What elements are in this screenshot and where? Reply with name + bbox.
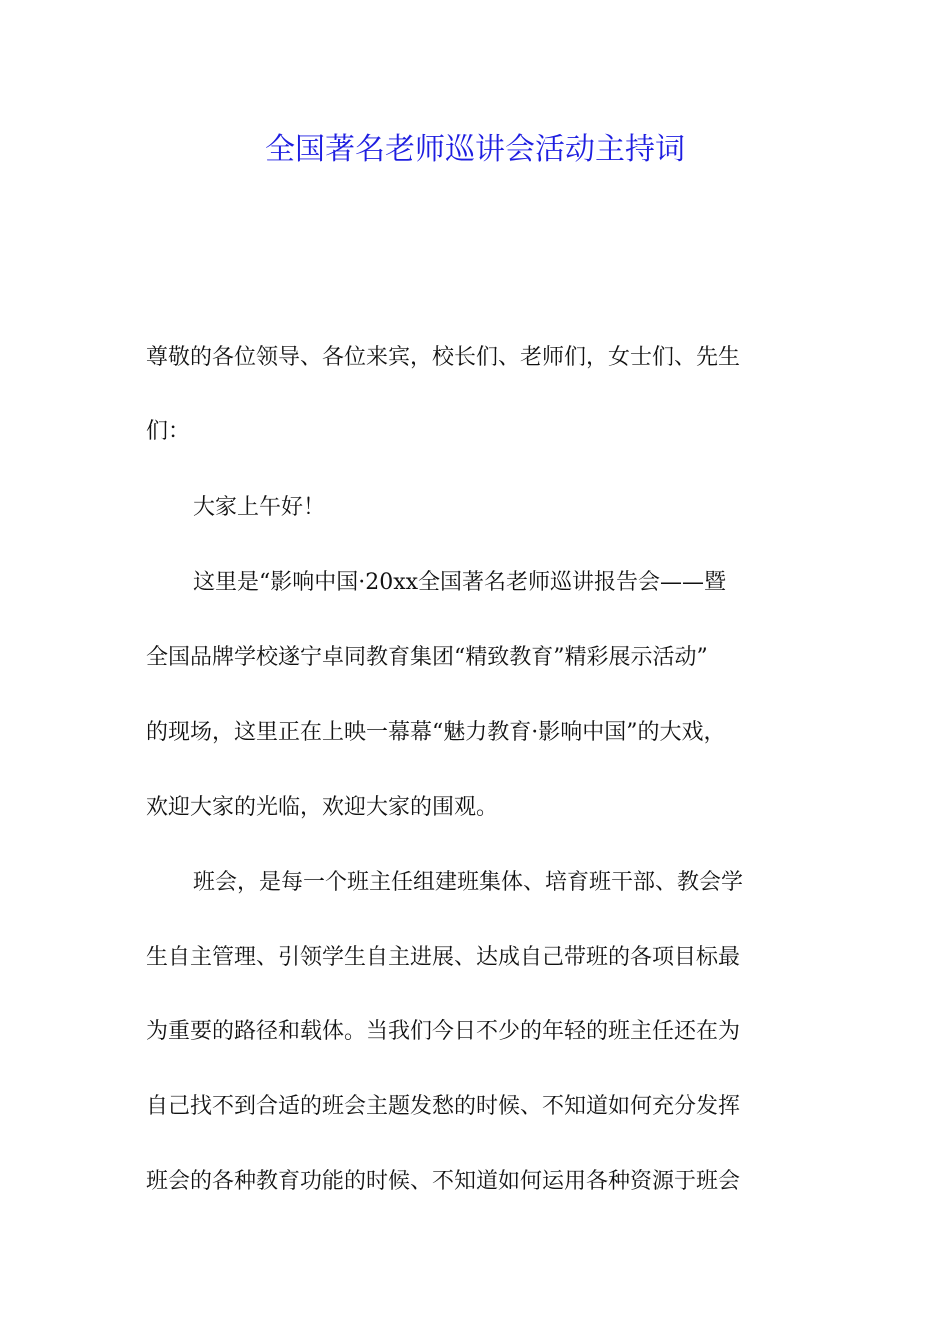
paragraph-line: 欢迎大家的光临，欢迎大家的围观。 xyxy=(146,795,499,820)
paragraph-line: 们： xyxy=(146,419,191,444)
paragraph-line: 尊敬的各位领导、各位来宾，校长们、老师们，女士们、先生 xyxy=(146,345,741,370)
paragraph-line: 这里是“影响中国·20xx全国著名老师巡讲报告会——暨 xyxy=(193,570,727,595)
paragraph-line: 的现场，这里正在上映一幕幕“魅力教育·影响中国”的大戏， xyxy=(146,720,726,745)
document-title: 全国著名老师巡讲会活动主持词 xyxy=(265,132,685,167)
paragraph-line: 大家上午好！ xyxy=(193,495,326,520)
paragraph-line: 班会的各种教育功能的时候、不知道如何运用各种资源于班会 xyxy=(146,1169,741,1194)
paragraph-line: 生自主管理、引领学生自主进展、达成自己带班的各项目标最 xyxy=(146,945,741,970)
paragraph-line: 自己找不到合适的班会主题发愁的时候、不知道如何充分发挥 xyxy=(146,1094,741,1119)
paragraph-line: 全国品牌学校遂宁卓同教育集团“精致教育”精彩展示活动” xyxy=(146,645,708,670)
paragraph-line: 班会，是每一个班主任组建班集体、培育班干部、教会学 xyxy=(193,870,744,895)
paragraph-line: 为重要的路径和载体。当我们今日不少的年轻的班主任还在为 xyxy=(146,1019,741,1044)
